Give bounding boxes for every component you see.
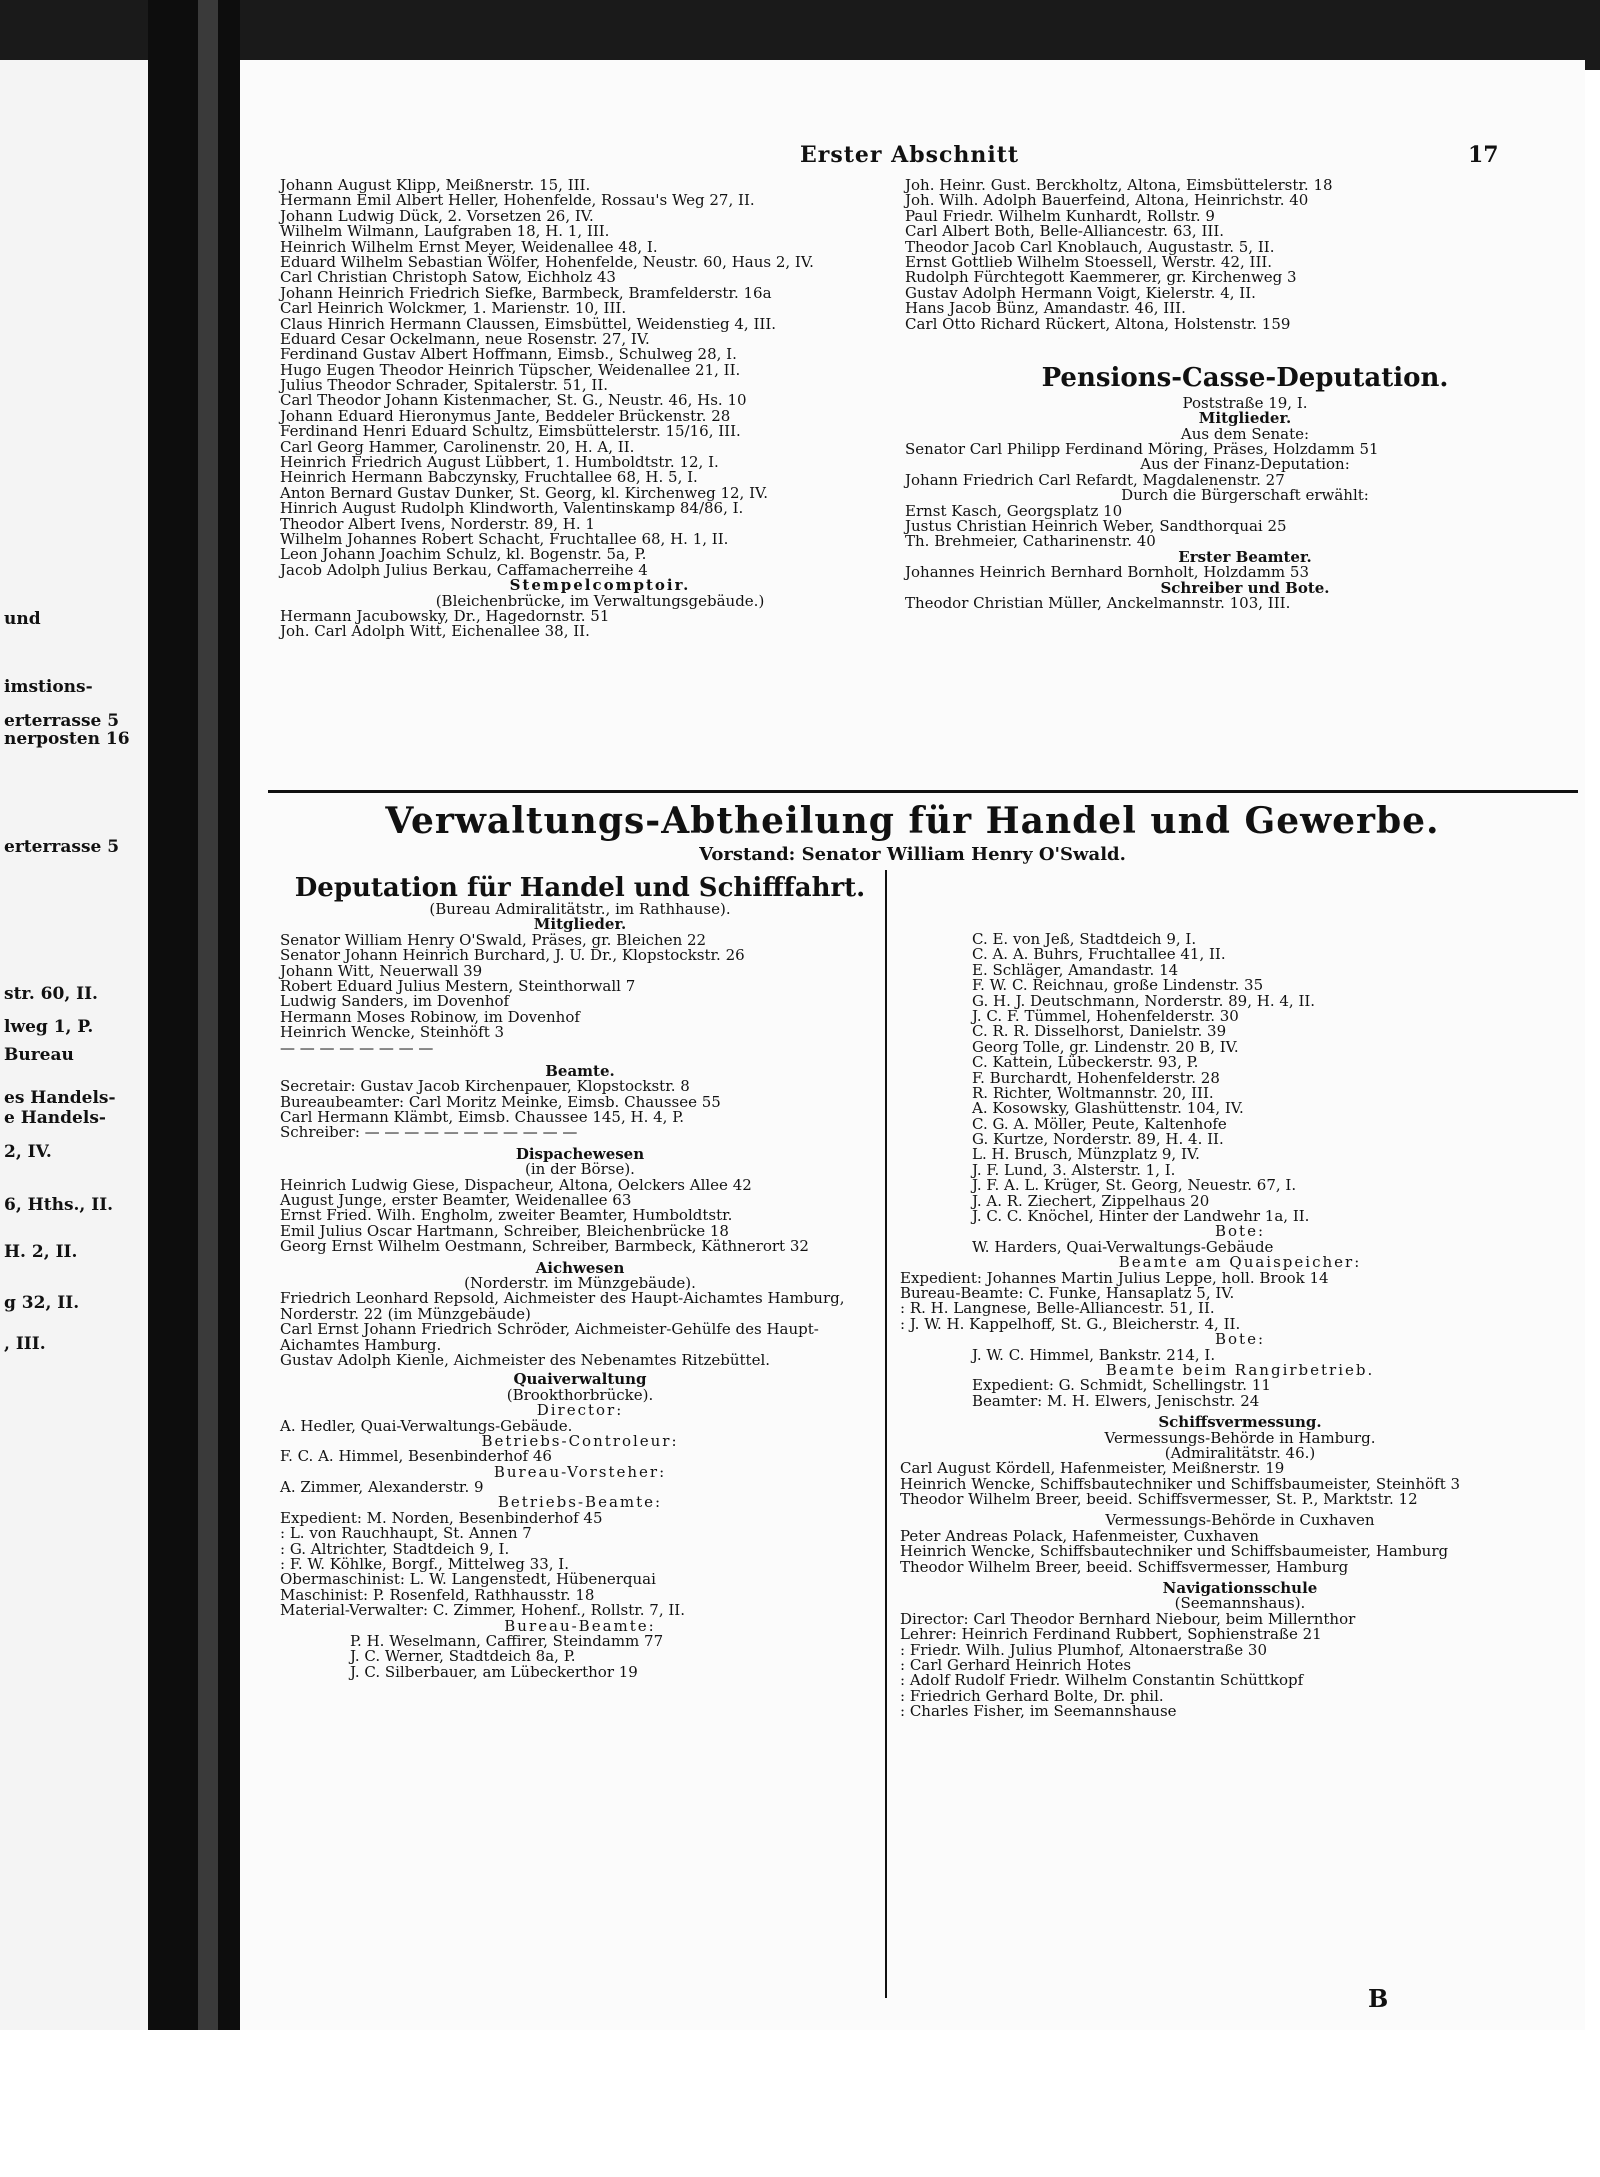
entry-line: Norderstr. 22 (im Münzgebäude) (280, 1304, 531, 1323)
entry-line: Johann Heinrich Friedrich Siefke, Barmbeck, Bramfelderstr. 16a (280, 283, 772, 302)
entry-line: Peter Andreas Polack, Hafenmeister, Cuxhaven (900, 1526, 1259, 1545)
section-heading: Quaiverwaltung (513, 1370, 647, 1389)
top-right-column (905, 178, 1585, 611)
entry-line: Heinrich Wencke, Schiffsbautechniker und Schiffsbaumeister, Steinhöft 3 (900, 1474, 1461, 1493)
entry-line: Senator William Henry O'Swald, Präses, gr. Bleichen 22 (280, 930, 707, 949)
entry-line: Senator Johann Heinrich Burchard, J. U. Dr., Klopstockstr. 26 (280, 946, 745, 965)
entry-line: J. C. C. Knöchel, Hinter der Landwehr 1a, II. (972, 1207, 1310, 1226)
section-heading: Beamte am Quaispeicher: (1118, 1253, 1362, 1272)
entry-line: : Adolf Rudolf Friedr. Wilhelm Constantin Schüttkopf (900, 1671, 1304, 1690)
section-heading: Bureau-Beamte: (504, 1616, 656, 1635)
entry-line: Carl Heinrich Wolckmer, 1. Marienstr. 10, III. (280, 299, 627, 318)
entry-line: Ludwig Sanders, im Dovenhof (280, 992, 510, 1011)
entry-line: Leon Johann Joachim Schulz, kl. Bogenstr. 5a, P. (280, 545, 647, 564)
section-subheading: (Seemannshaus). (1174, 1594, 1306, 1613)
entry-line: W. Harders, Quai-Verwaltungs-Gebäude (972, 1237, 1274, 1256)
entry-line: Senator Carl Philipp Ferdinand Möring, Präses, Holzdamm 51 (905, 440, 1379, 459)
section-heading: Bote: (1214, 1330, 1265, 1349)
entry-line: : Charles Fisher, im Seemannshause (900, 1702, 1177, 1721)
entry-line: Material-Verwalter: C. Zimmer, Hohenf., Rollstr. 7, II. (280, 1601, 685, 1620)
entry-line: Ernst Fried. Wilh. Engholm, zweiter Beamter, Humboldtstr. (280, 1206, 733, 1225)
left-page-text: , III. (4, 1334, 46, 1354)
left-page-text: nerposten 16 (4, 729, 130, 749)
section-heading: Betriebs-Controleur: (481, 1431, 679, 1450)
entry-line: Joh. Heinr. Gust. Berckholtz, Altona, Eimsbüttelerstr. 18 (905, 176, 1333, 194)
entry-line: J. C. Werner, Stadtdeich 8a, P. (350, 1647, 576, 1666)
left-page-text: 6, Hths., II. (4, 1195, 114, 1215)
section-heading: Erster Beamter. (1178, 547, 1312, 566)
entry-line: Hermann Emil Albert Heller, Hohenfelde, Rossau's Weg 27, II. (280, 191, 755, 210)
section-rule (268, 790, 1578, 793)
entry-line: J. F. A. L. Krüger, St. Georg, Neuestr. 67, I. (972, 1176, 1297, 1195)
entry-line: : G. Altrichter, Stadtdeich 9, I. (280, 1539, 510, 1558)
main-title: Verwaltungs-Abtheilung für Handel und Gewerbe. (385, 800, 1440, 842)
entry-line: Theodor Christian Müller, Anckelmannstr. 103, III. (905, 593, 1291, 612)
entry-line: Carl Theodor Johann Kistenmacher, St. G., Neustr. 46, Hs. 10 (280, 391, 747, 410)
section-title: Pensions-Casse-Deputation. (1041, 362, 1449, 393)
section-heading: Aus dem Senate: (1180, 424, 1310, 443)
entry-line: Theodor Wilhelm Breer, beeid. Schiffsvermesser, St. P., Marktstr. 12 (900, 1490, 1418, 1509)
section-heading: Vermessungs-Behörde in Cuxhaven (1105, 1511, 1375, 1530)
entry-line: Lehrer: Heinrich Ferdinand Rubbert, Sophienstraße 21 (900, 1625, 1322, 1644)
top-left-column (280, 178, 920, 640)
entry-line: Carl Christian Christoph Satow, Eichholz 43 (280, 268, 616, 287)
entry-line: C. A. A. Buhrs, Fruchtallee 41, II. (972, 945, 1226, 964)
entry-line: : Carl Gerhard Heinrich Hotes (900, 1655, 1132, 1674)
entry-line: Ernst Gottlieb Wilhelm Stoessell, Werstr. 42, III. (905, 252, 1273, 271)
entry-line: Carl Ernst Johann Friedrich Schröder, Aichmeister-Gehülfe des Haupt- (280, 1320, 819, 1339)
entry-line: E. Schläger, Amandastr. 14 (972, 960, 1179, 979)
section-heading: Beamte. (545, 1061, 615, 1080)
entry-line: J. W. C. Himmel, Bankstr. 214, I. (972, 1345, 1216, 1364)
entry-line: F. Burchardt, Hohenfelderstr. 28 (972, 1068, 1220, 1087)
section-title: Erster Abschnitt (800, 142, 1020, 168)
section-heading: Schiffsvermessung. (1158, 1413, 1322, 1432)
entry-line: Schreiber: — — — — — — — — — — — (280, 1123, 578, 1142)
entry-line: Obermaschinist: L. W. Langenstedt, Hübenerquai (280, 1570, 656, 1589)
entry-line: Ernst Kasch, Georgsplatz 10 (905, 501, 1123, 520)
left-page-text: g 32, II. (4, 1293, 80, 1313)
entry-line: Hermann Moses Robinow, im Dovenhof (280, 1007, 580, 1026)
entry-line: Theodor Wilhelm Breer, beeid. Schiffsvermesser, Hamburg (900, 1557, 1349, 1576)
entry-line: Rudolph Fürchtegott Kaemmerer, gr. Kirchenweg 3 (905, 268, 1297, 287)
entry-line: Aichamtes Hamburg. (280, 1335, 442, 1354)
entry-line: F. W. C. Reichnau, große Lindenstr. 35 (972, 976, 1264, 995)
entry-line: Georg Tolle, gr. Lindenstr. 20 B, IV. (972, 1037, 1239, 1056)
left-page-text: Bureau (4, 1045, 74, 1065)
entry-line: Secretair: Gustav Jacob Kirchenpauer, Klopstockstr. 8 (280, 1077, 690, 1096)
entry-line: Heinrich Wencke, Schiffsbautechniker und Schiffsbaumeister, Hamburg (900, 1542, 1449, 1561)
bottom-right-column (900, 872, 1580, 1720)
entry-line: Heinrich Hermann Babczynsky, Fruchtallee 68, H. 5, I. (280, 468, 698, 487)
entry-line: Theodor Jacob Carl Knoblauch, Augustastr. 5, II. (905, 237, 1275, 256)
vorstand-line: Vorstand: Senator William Henry O'Swald. (699, 844, 1126, 865)
entry-line: Wilhelm Wilmann, Laufgraben 18, H. 1, III. (280, 222, 610, 241)
left-page-text: str. 60, II. (4, 984, 98, 1004)
signature-mark: B (1368, 1984, 1389, 2013)
entry-line: Paul Friedr. Wilhelm Kunhardt, Rollstr. 9 (905, 206, 1215, 225)
entry-line: C. G. A. Möller, Peute, Kaltenhofe (972, 1114, 1227, 1133)
entry-line: C. E. von Jeß, Stadtdeich 9, I. (972, 930, 1197, 948)
entry-line: Johann August Klipp, Meißnerstr. 15, III. (280, 176, 591, 194)
section-heading: Bote: (1214, 1222, 1265, 1241)
section-heading: Betriebs-Beamte: (497, 1493, 663, 1512)
left-page-text: erterrasse 5 (4, 837, 120, 857)
left-page-text: es Handels- (4, 1088, 116, 1108)
entry-line: J. C. F. Tümmel, Hohenfelderstr. 30 (972, 1006, 1239, 1025)
left-page-fragment (0, 60, 150, 2030)
entry-line: Hans Jacob Bünz, Amandastr. 46, III. (905, 299, 1186, 318)
entry-line: G. Kurtze, Norderstr. 89, H. 4. II. (972, 1130, 1224, 1149)
entry-line: Hugo Eugen Theodor Heinrich Tüpscher, Weidenallee 21, II. (280, 360, 741, 379)
section-heading: Stempelcomptoir. (509, 576, 691, 595)
entry-line: Anton Bernard Gustav Dunker, St. Georg, kl. Kirchenweg 12, IV. (280, 483, 768, 502)
book-spine-highlight (198, 0, 218, 2177)
entry-line: Carl August Kördell, Hafenmeister, Meißnerstr. 19 (900, 1459, 1285, 1478)
entry-line: Johann Witt, Neuerwall 39 (280, 961, 483, 980)
section-heading: Mitglieder. (533, 915, 627, 934)
entry-line: Beamter: M. H. Elwers, Jenischstr. 24 (972, 1391, 1260, 1410)
entry-line: Bureau-Beamte: C. Funke, Hansaplatz 5, IV. (900, 1283, 1235, 1302)
section-heading: Dispachewesen (515, 1144, 645, 1163)
section-heading: Durch die Bürgerschaft erwählt: (1121, 486, 1369, 505)
bottom-left-column (280, 872, 880, 1680)
entry-line: Expedient: G. Schmidt, Schellingstr. 11 (972, 1376, 1271, 1395)
entry-line: : Friedrich Gerhard Bolte, Dr. phil. (900, 1686, 1164, 1705)
entry-line: Hermann Jacubowsky, Dr., Hagedornstr. 51 (280, 606, 610, 625)
left-page-text: und (4, 609, 41, 629)
entry-line: J. F. Lund, 3. Alsterstr. 1, I. (972, 1160, 1176, 1179)
entry-line: Friedrich Leonhard Repsold, Aichmeister des Haupt-Aichamtes Hamburg, (280, 1289, 845, 1308)
entry-line: Georg Ernst Wilhelm Oestmann, Schreiber, Barmbeck, Käthnerort 32 (280, 1237, 809, 1256)
entry-line: Ferdinand Henri Eduard Schultz, Eimsbüttelerstr. 15/16, III. (280, 422, 741, 441)
entry-line: Gustav Adolph Kienle, Aichmeister des Nebenamtes Ritzebüttel. (280, 1350, 771, 1369)
entry-line: Jacob Adolph Julius Berkau, Caffamacherreihe 4 (280, 560, 648, 579)
entry-line: : F. W. Köhlke, Borgf., Mittelweg 33, I. (280, 1555, 569, 1574)
entry-line: Heinrich Wencke, Steinhöft 3 (280, 1023, 505, 1042)
section-subheading: (in der Börse). (525, 1160, 635, 1179)
entry-line: Th. Brehmeier, Catharinenstr. 40 (905, 532, 1156, 551)
entry-line: Bureaubeamter: Carl Moritz Meinke, Eimsb. Chaussee 55 (280, 1092, 721, 1111)
section-subheading: (Admiralitätstr. 46.) (1164, 1443, 1316, 1462)
entry-line: Johann Ludwig Dück, 2. Vorsetzen 26, IV. (280, 206, 594, 225)
entry-line: J. C. Silberbauer, am Lübeckerthor 19 (350, 1662, 638, 1681)
entry-line: L. H. Brusch, Münzplatz 9, IV. (972, 1145, 1200, 1164)
entry-line: G. H. J. Deutschmann, Norderstr. 89, H. 4, II. (972, 991, 1316, 1010)
entry-line: Johannes Heinrich Bernhard Bornholt, Holzdamm 53 (905, 563, 1309, 582)
section-subheading: (Bleichenbrücke, im Verwaltungsgebäude.) (435, 591, 765, 610)
entry-line: Hinrich August Rudolph Klindworth, Valentinskamp 84/86, I. (280, 499, 744, 518)
left-page-text: e Handels- (4, 1108, 106, 1128)
section-heading: Aichwesen (535, 1258, 625, 1277)
entry-line: Director: Carl Theodor Bernhard Niebour, beim Millernthor (900, 1609, 1356, 1628)
entry-line: Carl Albert Both, Belle-Alliancestr. 63, III. (905, 222, 1225, 241)
entry-line: Joh. Wilh. Adolph Bauerfeind, Altona, Heinrichstr. 40 (905, 191, 1309, 210)
entry-line: Expedient: M. Norden, Besenbinderhof 45 (280, 1508, 603, 1527)
entry-line: J. A. R. Ziechert, Zippelhaus 20 (972, 1191, 1210, 1210)
entry-line: Justus Christian Heinrich Weber, Sandthorquai 25 (905, 517, 1287, 536)
entry-line: R. Richter, Woltmannstr. 20, III. (972, 1083, 1214, 1102)
entry-line: Carl Otto Richard Rückert, Altona, Holstenstr. 159 (905, 314, 1291, 333)
entry-line: Heinrich Wilhelm Ernst Meyer, Weidenallee 48, I. (280, 237, 658, 256)
page-number: 17 (1468, 142, 1499, 168)
entry-line: Heinrich Friedrich August Lübbert, 1. Humboldtstr. 12, I. (280, 453, 719, 472)
entry-line: Ferdinand Gustav Albert Hoffmann, Eimsb., Schulweg 28, I. (280, 345, 737, 364)
left-page-text: H. 2, II. (4, 1242, 78, 1262)
entry-line: F. C. A. Himmel, Besenbinderhof 46 (280, 1447, 552, 1466)
entry-line: A. Hedler, Quai-Verwaltungs-Gebäude. (280, 1416, 573, 1435)
section-title: Deputation für Handel und Schifffahrt. (294, 873, 866, 903)
entry-line: Robert Eduard Julius Mestern, Steinthorwall 7 (280, 976, 636, 995)
entry-line: P. H. Weselmann, Caffirer, Steindamm 77 (350, 1631, 664, 1650)
section-subheading: (Bureau Admiralitätstr., im Rathhause). (429, 900, 731, 918)
section-address: Poststraße 19, I. (1182, 393, 1308, 412)
entry-line: : J. W. H. Kappelhoff, St. G., Bleicherstr. 4, II. (900, 1314, 1241, 1333)
entry-line: A. Zimmer, Alexanderstr. 9 (280, 1478, 484, 1497)
section-heading: Schreiber und Bote. (1160, 578, 1330, 597)
entry-line: : L. von Rauchhaupt, St. Annen 7 (280, 1524, 532, 1543)
left-page-text: erterrasse 5 (4, 711, 120, 731)
entry-line: Expedient: Johannes Martin Julius Leppe, holl. Brook 14 (900, 1268, 1329, 1287)
entry-line: Carl Georg Hammer, Carolinenstr. 20, H. A, II. (280, 437, 635, 456)
entry-line: Theodor Albert Ivens, Norderstr. 89, H. 1 (280, 514, 595, 533)
entry-line: Eduard Wilhelm Sebastian Wölfer, Hohenfelde, Neustr. 60, Haus 2, IV. (280, 252, 814, 271)
section-subheading: (Brookthorbrücke). (506, 1385, 654, 1404)
page (240, 60, 1585, 2050)
entry-line: Claus Hinrich Hermann Claussen, Eimsbüttel, Weidenstieg 4, III. (280, 314, 777, 333)
section-heading: Bureau-Vorsteher: (493, 1462, 667, 1481)
section-heading: Navigationsschule (1162, 1579, 1318, 1598)
entry-line: C. R. R. Disselhorst, Danielstr. 39 (972, 1022, 1227, 1041)
left-page-text: 2, IV. (4, 1142, 52, 1162)
entry-line: Johann Eduard Hieronymus Jante, Beddeler Brückenstr. 28 (280, 406, 731, 425)
entry-line: Joh. Carl Adolph Witt, Eichenallee 38, II. (280, 622, 590, 641)
left-page-text: imstions- (4, 677, 93, 697)
entry-line: A. Kosowsky, Glashüttenstr. 104, IV. (972, 1099, 1244, 1118)
scan-border-bottom (0, 2030, 1600, 2177)
entry-line: Gustav Adolph Hermann Voigt, Kielerstr. 4, II. (905, 283, 1256, 302)
entry-line: : Friedr. Wilh. Julius Plumhof, Altonaerstraße 30 (900, 1640, 1268, 1659)
section-heading: Aus der Finanz-Deputation: (1140, 455, 1350, 474)
entry-line: August Junge, erster Beamter, Weidenallee 63 (280, 1191, 632, 1210)
section-heading: Beamte beim Rangirbetrieb. (1105, 1360, 1375, 1379)
entry-line: Julius Theodor Schrader, Spitalerstr. 51, II. (280, 376, 609, 395)
entry-line: : R. H. Langnese, Belle-Alliancestr. 51, II. (900, 1299, 1215, 1318)
entry-line: Wilhelm Johannes Robert Schacht, Fruchtallee 68, H. 1, II. (280, 529, 729, 548)
entry-line: Eduard Cesar Ockelmann, neue Rosenstr. 27, IV. (280, 329, 650, 348)
column-divider (885, 870, 887, 1998)
section-subheading: (Norderstr. im Münzgebäude). (464, 1273, 696, 1292)
section-heading: Mitglieder. (1198, 409, 1292, 428)
entry-line: Heinrich Ludwig Giese, Dispacheur, Altona, Oelckers Allee 42 (280, 1175, 752, 1194)
entry-line: Carl Hermann Klämbt, Eimsb. Chaussee 145, H. 4, P. (280, 1108, 685, 1127)
left-page-text: lweg 1, P. (4, 1017, 94, 1037)
entry-line: Emil Julius Oscar Hartmann, Schreiber, Bleichenbrücke 18 (280, 1221, 729, 1240)
entry-line: Maschinist: P. Rosenfeld, Rathhausstr. 18 (280, 1585, 595, 1604)
entry-line: C. Kattein, Lübeckerstr. 93, P. (972, 1053, 1199, 1072)
book-spine (148, 0, 240, 2177)
entry-line: — — — — — — — — (280, 1038, 434, 1057)
entry-line: Johann Friedrich Carl Refardt, Magdalenenstr. 27 (905, 470, 1285, 489)
section-subheading: Vermessungs-Behörde in Hamburg. (1104, 1428, 1376, 1447)
section-heading: Director: (536, 1401, 624, 1420)
